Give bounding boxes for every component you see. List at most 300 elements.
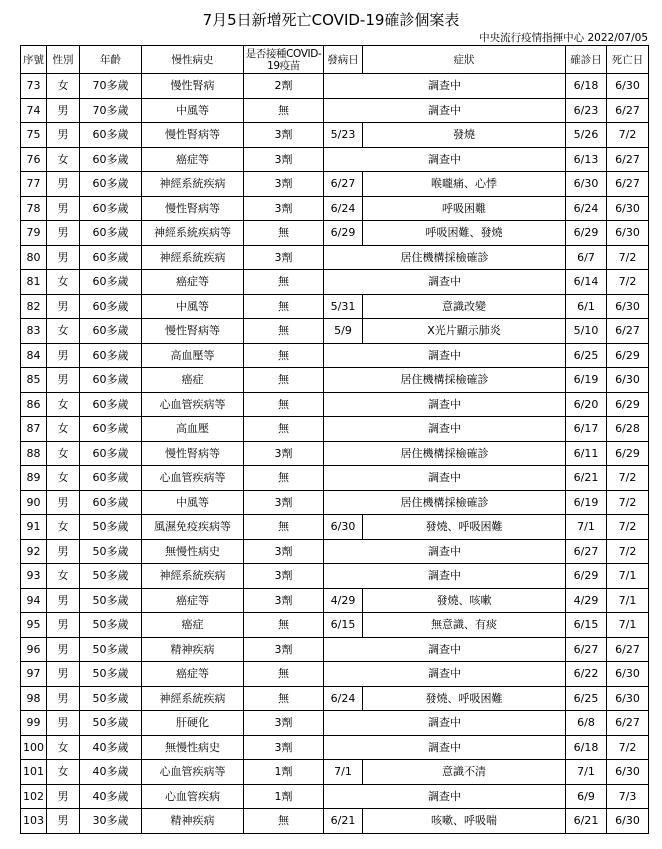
death-date-cell: 6/29 [607, 441, 649, 466]
sex-cell: 女 [47, 564, 80, 589]
case-number-cell: 82 [21, 294, 47, 319]
confirmed-date-cell: 6/19 [566, 368, 607, 393]
sex-cell: 女 [47, 466, 80, 491]
sex-cell: 男 [47, 368, 80, 393]
case-number-cell: 87 [21, 417, 47, 442]
death-date-cell: 7/2 [607, 490, 649, 515]
symptom-cell: 調查中 [324, 711, 566, 736]
case-number-cell: 76 [21, 147, 47, 172]
age-cell: 60多歲 [80, 319, 142, 344]
symptom-cell: 呼吸困難 [363, 196, 566, 221]
chronic-history-cell: 癌症等 [142, 588, 244, 613]
chronic-history-cell: 癌症 [142, 613, 244, 638]
vaccine-doses-cell: 1劑 [244, 784, 324, 809]
case-number-cell: 99 [21, 711, 47, 736]
vaccine-doses-cell: 無 [244, 515, 324, 540]
death-date-cell: 6/27 [607, 711, 649, 736]
age-cell: 50多歲 [80, 662, 142, 687]
sex-cell: 女 [47, 515, 80, 540]
vaccine-doses-cell: 3劑 [244, 172, 324, 197]
case-number-cell: 85 [21, 368, 47, 393]
confirmed-date-cell: 6/21 [566, 466, 607, 491]
sex-cell: 男 [47, 490, 80, 515]
symptom-cell: 居住機構採檢確診 [324, 441, 566, 466]
age-cell: 60多歲 [80, 172, 142, 197]
vaccine-doses-cell: 2劑 [244, 74, 324, 99]
case-number-cell: 80 [21, 245, 47, 270]
page-title: 7月5日新增死亡COVID-19確診個案表 [202, 11, 460, 29]
symptom-cell: 調查中 [324, 637, 566, 662]
table-row [21, 147, 649, 172]
death-date-cell: 7/2 [607, 539, 649, 564]
age-cell: 60多歲 [80, 392, 142, 417]
onset-date-cell: 6/15 [324, 613, 363, 638]
header-chronic-history: 慢性病史 [142, 46, 244, 74]
chronic-history-cell: 神經系統疾病 [142, 245, 244, 270]
sex-cell: 男 [47, 711, 80, 736]
sex-cell: 女 [47, 760, 80, 785]
chronic-history-cell: 肝硬化 [142, 711, 244, 736]
case-number-cell: 103 [21, 809, 47, 834]
chronic-history-cell: 高血壓 [142, 417, 244, 442]
onset-date-cell: 5/23 [324, 123, 363, 148]
onset-date-cell: 5/31 [324, 294, 363, 319]
vaccine-doses-cell: 1劑 [244, 760, 324, 785]
age-cell: 60多歲 [80, 123, 142, 148]
case-number-cell: 79 [21, 221, 47, 246]
confirmed-date-cell: 6/11 [566, 441, 607, 466]
header-death-date: 死亡日 [607, 46, 649, 74]
age-cell: 40多歲 [80, 784, 142, 809]
age-cell: 70多歲 [80, 74, 142, 99]
header-case-number: 序號 [21, 46, 47, 74]
table-row [21, 613, 649, 638]
onset-date-cell: 6/24 [324, 196, 363, 221]
sex-cell: 男 [47, 172, 80, 197]
symptom-cell: 喉嚨痛、心悸 [363, 172, 566, 197]
confirmed-date-cell: 6/30 [566, 172, 607, 197]
header-row [21, 46, 649, 74]
onset-date-cell: 6/24 [324, 686, 363, 711]
table-row [21, 637, 649, 662]
sex-cell: 男 [47, 343, 80, 368]
table-row [21, 417, 649, 442]
sex-cell: 男 [47, 294, 80, 319]
onset-date-cell: 6/29 [324, 221, 363, 246]
chronic-history-cell: 癌症 [142, 368, 244, 393]
age-cell: 60多歲 [80, 147, 142, 172]
confirmed-date-cell: 6/24 [566, 196, 607, 221]
chronic-history-cell: 神經系統疾病 [142, 686, 244, 711]
header-symptoms: 症狀 [363, 46, 566, 74]
confirmed-date-cell: 6/13 [566, 147, 607, 172]
vaccine-doses-cell: 無 [244, 392, 324, 417]
vaccine-doses-cell: 3劑 [244, 441, 324, 466]
confirmed-date-cell: 7/1 [566, 515, 607, 540]
symptom-cell: 咳嗽、呼吸喘 [363, 809, 566, 834]
vaccine-doses-cell: 3劑 [244, 588, 324, 613]
death-date-cell: 7/2 [607, 735, 649, 760]
age-cell: 50多歲 [80, 588, 142, 613]
sex-cell: 女 [47, 735, 80, 760]
case-number-cell: 102 [21, 784, 47, 809]
case-number-cell: 89 [21, 466, 47, 491]
age-cell: 40多歲 [80, 735, 142, 760]
death-date-cell: 7/1 [607, 588, 649, 613]
chronic-history-cell: 心血管疾病等 [142, 466, 244, 491]
case-number-cell: 78 [21, 196, 47, 221]
chronic-history-cell: 無慢性病史 [142, 735, 244, 760]
header-age: 年齡 [80, 46, 142, 74]
chronic-history-cell: 慢性腎病等 [142, 319, 244, 344]
symptom-cell: 無意識、有痰 [363, 613, 566, 638]
case-number-cell: 77 [21, 172, 47, 197]
confirmed-date-cell: 6/18 [566, 735, 607, 760]
table-row [21, 760, 649, 785]
confirmed-date-cell: 6/29 [566, 564, 607, 589]
table-body [21, 74, 649, 834]
confirmed-date-cell: 5/10 [566, 319, 607, 344]
chronic-history-cell: 癌症等 [142, 662, 244, 687]
vaccine-doses-cell: 無 [244, 221, 324, 246]
confirmed-date-cell: 7/1 [566, 760, 607, 785]
table-row [21, 172, 649, 197]
symptom-cell: X光片顯示肺炎 [363, 319, 566, 344]
onset-date-cell: 4/29 [324, 588, 363, 613]
case-number-cell: 86 [21, 392, 47, 417]
vaccine-doses-cell: 3劑 [244, 245, 324, 270]
vaccine-doses-cell: 無 [244, 98, 324, 123]
onset-date-cell: 6/27 [324, 172, 363, 197]
onset-date-cell: 7/1 [324, 760, 363, 785]
chronic-history-cell: 精神疾病 [142, 809, 244, 834]
case-number-cell: 83 [21, 319, 47, 344]
symptom-cell: 意識改變 [363, 294, 566, 319]
chronic-history-cell: 精神疾病 [142, 637, 244, 662]
symptom-cell: 意識不清 [363, 760, 566, 785]
chronic-history-cell: 無慢性病史 [142, 539, 244, 564]
header-sex: 性別 [47, 46, 80, 74]
sex-cell: 女 [47, 392, 80, 417]
symptom-cell: 調查中 [324, 539, 566, 564]
symptom-cell: 調查中 [324, 270, 566, 295]
table-row [21, 245, 649, 270]
case-number-cell: 95 [21, 613, 47, 638]
symptom-cell: 發燒 [363, 123, 566, 148]
sex-cell: 男 [47, 686, 80, 711]
sex-cell: 女 [47, 417, 80, 442]
age-cell: 50多歲 [80, 686, 142, 711]
chronic-history-cell: 高血壓等 [142, 343, 244, 368]
death-date-cell: 7/2 [607, 270, 649, 295]
confirmed-date-cell: 6/18 [566, 74, 607, 99]
symptom-cell: 調查中 [324, 343, 566, 368]
case-number-cell: 81 [21, 270, 47, 295]
table-row [21, 343, 649, 368]
symptom-cell: 呼吸困難、發燒 [363, 221, 566, 246]
symptom-cell: 調查中 [324, 735, 566, 760]
chronic-history-cell: 癌症等 [142, 270, 244, 295]
vaccine-doses-cell: 3劑 [244, 711, 324, 736]
chronic-history-cell: 慢性腎病等 [142, 123, 244, 148]
age-cell: 60多歲 [80, 343, 142, 368]
age-cell: 60多歲 [80, 417, 142, 442]
symptom-cell: 調查中 [324, 98, 566, 123]
death-date-cell: 6/27 [607, 98, 649, 123]
table-row [21, 441, 649, 466]
case-number-cell: 75 [21, 123, 47, 148]
source-and-date: 中央流行疫情指揮中心 2022/07/05 [479, 32, 648, 44]
symptom-cell: 調查中 [324, 564, 566, 589]
table-row [21, 98, 649, 123]
sex-cell: 男 [47, 98, 80, 123]
vaccine-doses-cell: 無 [244, 662, 324, 687]
table-row [21, 662, 649, 687]
sex-cell: 女 [47, 147, 80, 172]
table-row [21, 564, 649, 589]
confirmed-date-cell: 6/25 [566, 686, 607, 711]
case-number-cell: 74 [21, 98, 47, 123]
sex-cell: 女 [47, 74, 80, 99]
vaccine-doses-cell: 無 [244, 417, 324, 442]
chronic-history-cell: 慢性腎病等 [142, 441, 244, 466]
vaccine-doses-cell: 無 [244, 294, 324, 319]
symptom-cell: 調查中 [324, 74, 566, 99]
sex-cell: 男 [47, 588, 80, 613]
vaccine-doses-cell: 3劑 [244, 123, 324, 148]
table-row [21, 368, 649, 393]
table-row [21, 74, 649, 99]
vaccine-doses-cell: 無 [244, 613, 324, 638]
table-row [21, 123, 649, 148]
age-cell: 50多歲 [80, 539, 142, 564]
table-row [21, 711, 649, 736]
onset-date-cell: 6/30 [324, 515, 363, 540]
age-cell: 60多歲 [80, 490, 142, 515]
death-date-cell: 6/29 [607, 392, 649, 417]
chronic-history-cell: 慢性腎病 [142, 74, 244, 99]
symptom-cell: 調查中 [324, 392, 566, 417]
table-row [21, 392, 649, 417]
table-row [21, 686, 649, 711]
symptom-cell: 調查中 [324, 466, 566, 491]
sex-cell: 女 [47, 441, 80, 466]
sex-cell: 男 [47, 809, 80, 834]
onset-date-cell: 6/21 [324, 809, 363, 834]
age-cell: 60多歲 [80, 441, 142, 466]
death-date-cell: 6/30 [607, 809, 649, 834]
table-row [21, 196, 649, 221]
case-number-cell: 101 [21, 760, 47, 785]
case-table [20, 45, 649, 834]
vaccine-doses-cell: 3劑 [244, 539, 324, 564]
chronic-history-cell: 心血管疾病 [142, 784, 244, 809]
chronic-history-cell: 中風等 [142, 98, 244, 123]
age-cell: 50多歲 [80, 711, 142, 736]
chronic-history-cell: 癌症等 [142, 147, 244, 172]
confirmed-date-cell: 6/25 [566, 343, 607, 368]
death-date-cell: 6/30 [607, 686, 649, 711]
vaccine-doses-cell: 無 [244, 686, 324, 711]
symptom-cell: 發燒、呼吸困難 [363, 686, 566, 711]
confirmed-date-cell: 4/29 [566, 588, 607, 613]
age-cell: 60多歲 [80, 368, 142, 393]
onset-date-cell: 5/9 [324, 319, 363, 344]
symptom-cell: 居住機構採檢確診 [324, 245, 566, 270]
death-date-cell: 6/30 [607, 196, 649, 221]
sex-cell: 男 [47, 613, 80, 638]
age-cell: 70多歲 [80, 98, 142, 123]
death-date-cell: 6/29 [607, 343, 649, 368]
confirmed-date-cell: 6/9 [566, 784, 607, 809]
table-row [21, 270, 649, 295]
vaccine-doses-cell: 無 [244, 368, 324, 393]
confirmed-date-cell: 6/29 [566, 221, 607, 246]
header-vaccination-status: 是否接種COVID- 19疫苗 [244, 46, 324, 74]
confirmed-date-cell: 6/14 [566, 270, 607, 295]
case-number-cell: 88 [21, 441, 47, 466]
sex-cell: 女 [47, 270, 80, 295]
confirmed-date-cell: 6/20 [566, 392, 607, 417]
age-cell: 40多歲 [80, 760, 142, 785]
symptom-cell: 調查中 [324, 784, 566, 809]
vaccine-doses-cell: 3劑 [244, 490, 324, 515]
age-cell: 50多歲 [80, 515, 142, 540]
death-date-cell: 7/2 [607, 245, 649, 270]
death-date-cell: 6/30 [607, 662, 649, 687]
symptom-cell: 調查中 [324, 417, 566, 442]
symptom-cell: 發燒、咳嗽 [363, 588, 566, 613]
table-row [21, 735, 649, 760]
death-date-cell: 7/2 [607, 123, 649, 148]
confirmed-date-cell: 5/26 [566, 123, 607, 148]
death-date-cell: 7/1 [607, 564, 649, 589]
age-cell: 50多歲 [80, 613, 142, 638]
death-date-cell: 6/27 [607, 637, 649, 662]
table-row [21, 319, 649, 344]
symptom-cell: 居住機構採檢確診 [324, 368, 566, 393]
vaccine-doses-cell: 3劑 [244, 196, 324, 221]
table-row [21, 294, 649, 319]
case-number-cell: 98 [21, 686, 47, 711]
death-date-cell: 7/1 [607, 613, 649, 638]
age-cell: 60多歲 [80, 221, 142, 246]
sex-cell: 男 [47, 662, 80, 687]
sex-cell: 男 [47, 221, 80, 246]
case-number-cell: 97 [21, 662, 47, 687]
vaccine-doses-cell: 3劑 [244, 147, 324, 172]
vaccine-doses-cell: 3劑 [244, 564, 324, 589]
case-number-cell: 93 [21, 564, 47, 589]
chronic-history-cell: 中風等 [142, 490, 244, 515]
table-row [21, 588, 649, 613]
death-date-cell: 6/30 [607, 74, 649, 99]
table-row [21, 490, 649, 515]
chronic-history-cell: 慢性腎病等 [142, 196, 244, 221]
death-date-cell: 6/30 [607, 760, 649, 785]
chronic-history-cell: 心血管疾病等 [142, 392, 244, 417]
symptom-cell: 調查中 [324, 662, 566, 687]
sex-cell: 女 [47, 319, 80, 344]
table-row [21, 784, 649, 809]
sex-cell: 男 [47, 784, 80, 809]
death-date-cell: 6/27 [607, 147, 649, 172]
symptom-cell: 發燒、呼吸困難 [363, 515, 566, 540]
case-number-cell: 84 [21, 343, 47, 368]
case-number-cell: 94 [21, 588, 47, 613]
vaccine-doses-cell: 無 [244, 809, 324, 834]
confirmed-date-cell: 6/22 [566, 662, 607, 687]
case-number-cell: 73 [21, 74, 47, 99]
chronic-history-cell: 神經系統疾病 [142, 564, 244, 589]
chronic-history-cell: 風濕免疫疾病等 [142, 515, 244, 540]
symptom-cell: 調查中 [324, 147, 566, 172]
confirmed-date-cell: 6/27 [566, 637, 607, 662]
table-row [21, 515, 649, 540]
table-row [21, 809, 649, 834]
vaccine-doses-cell: 3劑 [244, 637, 324, 662]
age-cell: 50多歲 [80, 564, 142, 589]
confirmed-date-cell: 6/1 [566, 294, 607, 319]
death-date-cell: 6/30 [607, 294, 649, 319]
confirmed-date-cell: 6/23 [566, 98, 607, 123]
chronic-history-cell: 神經系統疾病 [142, 172, 244, 197]
death-date-cell: 7/2 [607, 515, 649, 540]
age-cell: 50多歲 [80, 637, 142, 662]
header-onset-date: 發病日 [324, 46, 363, 74]
header-confirmed-date: 確診日 [566, 46, 607, 74]
chronic-history-cell: 中風等 [142, 294, 244, 319]
confirmed-date-cell: 6/15 [566, 613, 607, 638]
case-number-cell: 91 [21, 515, 47, 540]
chronic-history-cell: 心血管疾病等 [142, 760, 244, 785]
table-header [21, 46, 649, 74]
sex-cell: 男 [47, 539, 80, 564]
vaccine-doses-cell: 無 [244, 319, 324, 344]
vaccine-doses-cell: 無 [244, 343, 324, 368]
death-date-cell: 7/3 [607, 784, 649, 809]
sex-cell: 男 [47, 123, 80, 148]
confirmed-date-cell: 6/21 [566, 809, 607, 834]
table-row [21, 539, 649, 564]
confirmed-date-cell: 6/27 [566, 539, 607, 564]
chronic-history-cell: 神經系統疾病等 [142, 221, 244, 246]
table-row [21, 466, 649, 491]
age-cell: 60多歲 [80, 245, 142, 270]
age-cell: 60多歲 [80, 270, 142, 295]
case-number-cell: 92 [21, 539, 47, 564]
case-number-cell: 96 [21, 637, 47, 662]
vaccine-doses-cell: 無 [244, 466, 324, 491]
death-date-cell: 6/27 [607, 319, 649, 344]
confirmed-date-cell: 6/8 [566, 711, 607, 736]
death-date-cell: 6/27 [607, 172, 649, 197]
death-date-cell: 6/30 [607, 368, 649, 393]
confirmed-date-cell: 6/7 [566, 245, 607, 270]
age-cell: 60多歲 [80, 466, 142, 491]
confirmed-date-cell: 6/17 [566, 417, 607, 442]
death-date-cell: 6/28 [607, 417, 649, 442]
symptom-cell: 居住機構採檢確診 [324, 490, 566, 515]
vaccine-doses-cell: 無 [244, 270, 324, 295]
sex-cell: 男 [47, 196, 80, 221]
age-cell: 60多歲 [80, 196, 142, 221]
table-row [21, 221, 649, 246]
confirmed-date-cell: 6/19 [566, 490, 607, 515]
case-number-cell: 100 [21, 735, 47, 760]
case-number-cell: 90 [21, 490, 47, 515]
sex-cell: 男 [47, 245, 80, 270]
